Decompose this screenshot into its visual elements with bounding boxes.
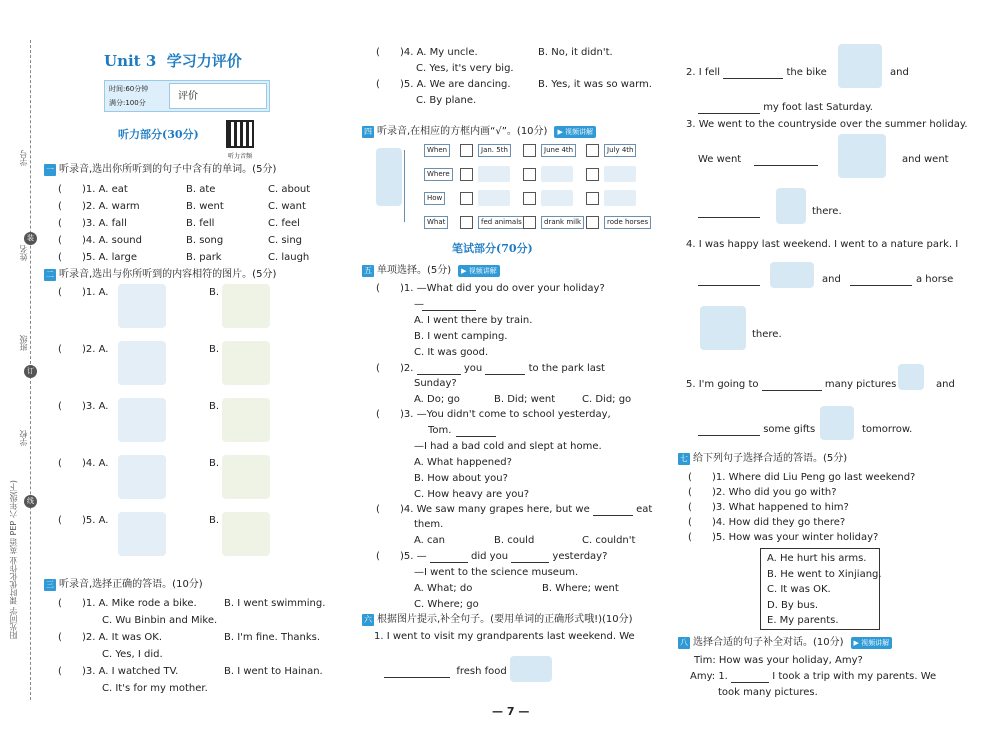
q-text: did you bbox=[471, 551, 509, 562]
answer-blank[interactable] bbox=[593, 506, 633, 516]
option-a: A. can bbox=[414, 535, 445, 546]
answer-blank[interactable] bbox=[762, 381, 822, 391]
section-3-heading bbox=[44, 578, 203, 591]
q5-4-paren[interactable]: ( bbox=[376, 504, 380, 515]
q5-1-stem: )1. —What did you do over your holiday? bbox=[400, 283, 605, 294]
answer-paren[interactable]: ( bbox=[58, 252, 62, 263]
option-a: A. What happened? bbox=[414, 457, 512, 468]
unit-title-en: Unit 3 bbox=[104, 52, 157, 70]
section-number: 一 bbox=[46, 164, 54, 174]
column-right bbox=[678, 0, 968, 733]
dialog-line-2 bbox=[690, 670, 936, 683]
answer-blank[interactable] bbox=[485, 365, 525, 375]
s6-text: tomorrow. bbox=[862, 424, 913, 435]
answer-option: B. He went to Xinjiang. bbox=[767, 568, 882, 580]
s6-sentence-3: 3. We went to the countryside over the summer holiday. bbox=[686, 119, 968, 130]
section-5-heading bbox=[362, 264, 500, 277]
answer-paren[interactable]: ( bbox=[688, 517, 692, 528]
q-text: you bbox=[463, 363, 483, 374]
row-label: When bbox=[424, 144, 450, 157]
answer-blank[interactable] bbox=[430, 553, 468, 563]
picture-option-b[interactable] bbox=[222, 284, 270, 328]
dialog-line-1: Tim: How was your holiday, Amy? bbox=[694, 655, 863, 666]
answer-blank[interactable] bbox=[698, 276, 760, 286]
class-label: 班级 bbox=[19, 335, 28, 351]
option-a-label: )2. A. bbox=[82, 344, 109, 355]
row-label: What bbox=[424, 216, 448, 229]
option-c: C. By plane. bbox=[416, 95, 477, 106]
section-number: 五 bbox=[364, 265, 372, 275]
option-b: B. Did; went bbox=[494, 394, 556, 405]
q5-4-stem bbox=[400, 503, 652, 516]
s6-text: some gifts bbox=[763, 424, 816, 435]
activity-option: fed animals bbox=[478, 216, 525, 229]
option-b: B. could bbox=[494, 535, 535, 546]
answer-paren[interactable]: ( bbox=[58, 201, 62, 212]
answer-blank[interactable] bbox=[723, 69, 783, 79]
section-number: 八 bbox=[680, 637, 688, 647]
option-b: B. I went swimming. bbox=[224, 598, 326, 609]
answer-paren[interactable]: ( bbox=[58, 218, 62, 229]
q5-2-paren[interactable]: ( bbox=[376, 363, 380, 374]
name-label: 姓名 bbox=[19, 245, 28, 261]
question: )5. How was your winter holiday? bbox=[712, 532, 879, 543]
option-b: B. How about you? bbox=[414, 473, 508, 484]
place-picture bbox=[478, 166, 510, 182]
s6-text: and bbox=[822, 274, 841, 285]
option-a: )3. A. fall bbox=[82, 218, 127, 229]
option-c: C. feel bbox=[268, 218, 300, 229]
option-c: C. Wu Binbin and Mike. bbox=[102, 615, 218, 626]
dialog-line-3: took many pictures. bbox=[718, 687, 818, 698]
transport-picture bbox=[541, 190, 573, 206]
option-c: C. want bbox=[268, 201, 306, 212]
activity-option: rode horses bbox=[604, 216, 651, 229]
q5-2-stem bbox=[400, 362, 605, 375]
spine-series-text: 阳光同学 课时优化作业 英语 PEP 六年级(下) bbox=[9, 480, 18, 640]
bracket-lines bbox=[404, 150, 424, 222]
student-number-label: 学号 bbox=[19, 150, 28, 166]
q5-1-dash: — bbox=[414, 299, 424, 310]
s6-text: 2. I fell bbox=[686, 67, 721, 78]
binding-mark: 线 bbox=[24, 495, 37, 508]
s6-text: my foot last Saturday. bbox=[763, 102, 873, 113]
checkbox[interactable] bbox=[586, 144, 599, 157]
q5-3-stem: )3. —You didn't come to school yesterday, bbox=[400, 409, 611, 420]
row-label: How bbox=[424, 192, 445, 205]
answer-paren[interactable]: ( bbox=[58, 515, 62, 526]
option-b: B. ate bbox=[186, 184, 216, 195]
row-label: Where bbox=[424, 168, 453, 181]
q-text: eat bbox=[636, 504, 653, 515]
section-title: 根据图片提示,补全句子。(要用单词的正确形式哦!)(10分) bbox=[377, 614, 633, 625]
q-text: )4. We saw many grapes here, but we bbox=[400, 504, 590, 515]
answer-paren[interactable]: ( bbox=[688, 502, 692, 513]
question: )4. How did they go there? bbox=[712, 517, 846, 528]
question: )1. Where did Liu Peng go last weekend? bbox=[712, 472, 916, 483]
s6-sentence-5 bbox=[686, 378, 896, 391]
answer-paren[interactable]: ( bbox=[58, 458, 62, 469]
section-number: 六 bbox=[364, 614, 372, 624]
option-b: B. Where; went bbox=[542, 583, 619, 594]
answer-paren[interactable]: ( bbox=[58, 235, 62, 246]
option-c: C. couldn't bbox=[582, 535, 636, 546]
option-c: C. laugh bbox=[268, 252, 310, 263]
s6-sentence-1: 1. I went to visit my grandparents last weekend. We bbox=[374, 631, 635, 642]
writing-part-heading: 笔试部分(70分) bbox=[452, 242, 533, 255]
s6-text: the bike bbox=[786, 67, 827, 78]
s6-sentence-3-b bbox=[698, 153, 818, 166]
listening-part-heading: 听力部分(30分) bbox=[118, 128, 199, 141]
s6-sentence-1-b bbox=[384, 665, 507, 678]
dialog-text: Amy: 1. bbox=[690, 671, 728, 682]
transport-picture bbox=[478, 190, 510, 206]
answer-blank[interactable] bbox=[850, 276, 912, 286]
full-score: 满分:100分 bbox=[109, 99, 146, 107]
s6-sentence-5-b bbox=[698, 423, 815, 436]
option-a: )4. A. My uncle. bbox=[400, 47, 478, 58]
page-number: — 7 — bbox=[492, 705, 530, 718]
answer-options-box bbox=[760, 548, 880, 630]
binding-mark: 装 bbox=[24, 232, 37, 245]
s6-text: a horse bbox=[916, 274, 954, 285]
checkbox[interactable] bbox=[460, 144, 473, 157]
checkbox[interactable] bbox=[586, 192, 599, 205]
fishing-illustration bbox=[776, 188, 806, 224]
option-a-label: )1. A. bbox=[82, 287, 109, 298]
section-1-heading bbox=[44, 163, 276, 176]
option-b: B. song bbox=[186, 235, 224, 246]
question: )3. What happened to him? bbox=[712, 502, 849, 513]
answer-blank[interactable] bbox=[456, 427, 496, 437]
answer-option: E. My parents. bbox=[767, 615, 839, 626]
checkbox[interactable] bbox=[523, 192, 536, 205]
q-number: )5. — bbox=[400, 551, 427, 562]
q5-2-cont: Sunday? bbox=[414, 378, 457, 389]
dialog-text: I took a trip with my parents. We bbox=[772, 671, 937, 682]
option-c: C. It was good. bbox=[414, 347, 489, 358]
q-number: )2. bbox=[400, 363, 414, 374]
answer-blank[interactable] bbox=[422, 301, 476, 311]
picture-option-a[interactable] bbox=[118, 398, 166, 442]
option-b: B. I went camping. bbox=[414, 331, 508, 342]
option-b: B. Yes, it was so warm. bbox=[538, 79, 652, 90]
option-a: )2. A. It was OK. bbox=[82, 632, 162, 643]
binding-margin bbox=[0, 0, 40, 733]
option-a: A. What; do bbox=[414, 583, 473, 594]
option-a-label: )4. A. bbox=[82, 458, 109, 469]
answer-blank[interactable] bbox=[417, 365, 461, 375]
s6-sentence-4-b bbox=[698, 273, 760, 286]
section-number: 七 bbox=[680, 453, 688, 463]
section-title: 听录音,在相应的方框内画“√”。(10分) bbox=[377, 126, 548, 137]
picture-option-b[interactable] bbox=[222, 341, 270, 385]
answer-blank[interactable] bbox=[731, 673, 769, 683]
section-number: 三 bbox=[46, 579, 54, 589]
s6-text: there. bbox=[812, 206, 842, 217]
answer-paren[interactable]: ( bbox=[688, 472, 692, 483]
picture-option-a[interactable] bbox=[118, 512, 166, 556]
shopping-cart-illustration bbox=[820, 406, 854, 440]
picture-option-b[interactable] bbox=[222, 455, 270, 499]
option-b: B. went bbox=[186, 201, 224, 212]
option-c: C. Where; go bbox=[414, 599, 479, 610]
s6-text: and bbox=[890, 67, 909, 78]
activity-option: drank milk bbox=[541, 216, 584, 229]
s6-text: 5. I'm going to bbox=[686, 379, 759, 390]
place-picture bbox=[541, 166, 573, 182]
s6-text: and went bbox=[902, 154, 949, 165]
option-b: B. I'm fine. Thanks. bbox=[224, 632, 321, 643]
binding-mark: 订 bbox=[24, 365, 37, 378]
option-b: B. No, it didn't. bbox=[538, 47, 613, 58]
boy-illustration bbox=[376, 148, 402, 206]
q5-3-paren[interactable]: ( bbox=[376, 409, 380, 420]
bike-fall-illustration bbox=[838, 44, 882, 88]
answer-option: C. It was OK. bbox=[767, 584, 831, 595]
section-4-heading bbox=[362, 125, 596, 138]
section-7-heading bbox=[678, 452, 847, 465]
option-b-label: B. bbox=[209, 515, 220, 526]
option-a: A. Do; go bbox=[414, 394, 460, 405]
date-option: June 4th bbox=[541, 144, 576, 157]
option-c: C. Did; go bbox=[582, 394, 632, 405]
unit-title bbox=[104, 50, 242, 71]
swimming-illustration bbox=[770, 262, 814, 288]
option-b-label: B. bbox=[209, 401, 220, 412]
section-number: 二 bbox=[46, 269, 54, 279]
option-a: )4. A. sound bbox=[82, 235, 142, 246]
answer-paren[interactable]: ( bbox=[58, 598, 62, 609]
q5-3-blank-wrap bbox=[456, 424, 496, 437]
picture-option-b[interactable] bbox=[222, 398, 270, 442]
checkbox[interactable] bbox=[586, 168, 599, 181]
answer-blank[interactable] bbox=[698, 426, 760, 436]
answer-paren[interactable]: ( bbox=[688, 532, 692, 543]
option-a: )3. A. I watched TV. bbox=[82, 666, 179, 677]
checkbox[interactable] bbox=[523, 216, 536, 229]
option-a: )2. A. warm bbox=[82, 201, 140, 212]
date-option: July 4th bbox=[604, 144, 636, 157]
section-title: 听录音,选择正确的答语。(10分) bbox=[59, 579, 203, 590]
checkbox[interactable] bbox=[523, 144, 536, 157]
answer-paren[interactable]: ( bbox=[58, 287, 62, 298]
s6-blank-wrap bbox=[850, 273, 912, 286]
unit-title-cn: 学习力评价 bbox=[166, 52, 242, 70]
horse-riding-illustration bbox=[700, 306, 746, 350]
answer-blank[interactable] bbox=[698, 104, 760, 114]
checkbox[interactable] bbox=[460, 168, 473, 181]
checkbox[interactable] bbox=[523, 168, 536, 181]
section-title: 听录音,选出与你所听到的内容相符的图片。(5分) bbox=[59, 269, 277, 280]
answer-blank[interactable] bbox=[698, 208, 760, 218]
s6-text: many pictures bbox=[824, 379, 897, 390]
option-c: C. Yes, I did. bbox=[102, 649, 163, 660]
video-play-button[interactable]: ▶ 视频讲解 bbox=[554, 126, 596, 138]
q5-3-cont: Tom. bbox=[428, 425, 452, 436]
s6-text: fresh food bbox=[456, 666, 507, 677]
question: )2. Who did you go with? bbox=[712, 487, 837, 498]
section-8-heading bbox=[678, 636, 892, 649]
option-b-label: B. bbox=[209, 458, 220, 469]
evaluation-label: 评价 bbox=[178, 91, 198, 102]
option-a-label: )3. A. bbox=[82, 401, 109, 412]
answer-paren[interactable]: ( bbox=[376, 47, 380, 58]
answer-option: A. He hurt his arms. bbox=[767, 553, 867, 564]
answer-option: D. By bus. bbox=[767, 599, 819, 611]
column-left bbox=[44, 0, 326, 733]
option-b-label: B. bbox=[209, 344, 220, 355]
option-c: C. sing bbox=[268, 235, 303, 246]
answer-paren[interactable]: ( bbox=[58, 632, 62, 643]
q5-5-reply: —I went to the science museum. bbox=[414, 567, 579, 578]
qr-code-icon[interactable] bbox=[226, 120, 254, 148]
answer-paren[interactable]: ( bbox=[58, 401, 62, 412]
answer-blank[interactable] bbox=[384, 668, 450, 678]
section-6-heading bbox=[362, 613, 633, 626]
camera-illustration bbox=[898, 364, 924, 390]
option-b: B. fell bbox=[186, 218, 215, 229]
video-play-button[interactable]: ▶ 视频讲解 bbox=[851, 637, 893, 649]
s6-sentence-2 bbox=[686, 66, 827, 79]
food-illustration bbox=[510, 656, 552, 682]
s6-text: there. bbox=[752, 329, 782, 340]
q5-5-paren[interactable]: ( bbox=[376, 551, 380, 562]
s6-sentence-4: 4. I was happy last weekend. I went to a nature park. I bbox=[686, 239, 959, 250]
section-title: 单项选择。(5分) bbox=[377, 265, 452, 276]
option-a: )5. A. large bbox=[82, 252, 137, 263]
answer-paren[interactable]: ( bbox=[58, 184, 62, 195]
q5-5-stem bbox=[400, 550, 607, 563]
section-title: 选择合适的句子补全对话。(10分) bbox=[693, 637, 844, 648]
answer-paren[interactable]: ( bbox=[688, 487, 692, 498]
s6-sentence-3-c bbox=[698, 205, 760, 218]
option-b: B. I went to Hainan. bbox=[224, 666, 323, 677]
video-play-button[interactable]: ▶ 视频讲解 bbox=[458, 265, 500, 277]
option-c: C. It's for my mother. bbox=[102, 683, 208, 694]
option-a-label: )5. A. bbox=[82, 515, 109, 526]
picture-option-b[interactable] bbox=[222, 512, 270, 556]
answer-blank[interactable] bbox=[511, 553, 549, 563]
s6-sentence-2-b bbox=[698, 101, 873, 114]
option-c: C. How heavy are you? bbox=[414, 489, 529, 500]
q5-1-paren[interactable]: ( bbox=[376, 283, 380, 294]
q-text: to the park last bbox=[528, 363, 605, 374]
option-c: C. about bbox=[268, 184, 311, 195]
option-a: A. I went there by train. bbox=[414, 315, 533, 326]
picture-option-a[interactable] bbox=[118, 284, 166, 328]
answer-paren[interactable]: ( bbox=[58, 666, 62, 677]
place-picture bbox=[604, 166, 636, 182]
option-c: C. Yes, it's very big. bbox=[416, 63, 514, 74]
s6-text: and bbox=[936, 379, 955, 390]
column-middle bbox=[362, 0, 662, 733]
checkbox[interactable] bbox=[586, 216, 599, 229]
q-text: yesterday? bbox=[552, 551, 608, 562]
option-a: )5. A. We are dancing. bbox=[400, 79, 511, 90]
answer-blank[interactable] bbox=[754, 156, 818, 166]
picture-option-a[interactable] bbox=[118, 455, 166, 499]
info-box bbox=[104, 80, 270, 112]
option-b-label: B. bbox=[209, 287, 220, 298]
checkbox[interactable] bbox=[460, 216, 473, 229]
section-2-heading bbox=[44, 268, 276, 281]
picture-option-a[interactable] bbox=[118, 341, 166, 385]
section-title: 给下列句子选择合适的答语。(5分) bbox=[693, 453, 848, 464]
time-limit: 时间:60分钟 bbox=[109, 85, 149, 93]
qr-caption: 听力音频 bbox=[228, 153, 253, 160]
s6-text: We went bbox=[698, 154, 742, 165]
checkbox[interactable] bbox=[460, 192, 473, 205]
answer-paren[interactable]: ( bbox=[58, 344, 62, 355]
transport-picture bbox=[604, 190, 636, 206]
evaluation-field[interactable] bbox=[169, 83, 267, 109]
section-title: 听录音,选出你所听到的句子中含有的单词。(5分) bbox=[59, 164, 277, 175]
option-a: )1. A. Mike rode a bike. bbox=[82, 598, 197, 609]
answer-paren[interactable]: ( bbox=[376, 79, 380, 90]
date-option: Jan. 5th bbox=[478, 144, 511, 157]
q5-4-cont: them. bbox=[414, 519, 444, 530]
school-label: 学校 bbox=[19, 430, 28, 446]
camping-illustration bbox=[838, 134, 886, 178]
option-b: B. park bbox=[186, 252, 222, 263]
q5-3-reply: —I had a bad cold and slept at home. bbox=[414, 441, 602, 452]
section-number: 四 bbox=[364, 126, 372, 136]
option-a: )1. A. eat bbox=[82, 184, 128, 195]
